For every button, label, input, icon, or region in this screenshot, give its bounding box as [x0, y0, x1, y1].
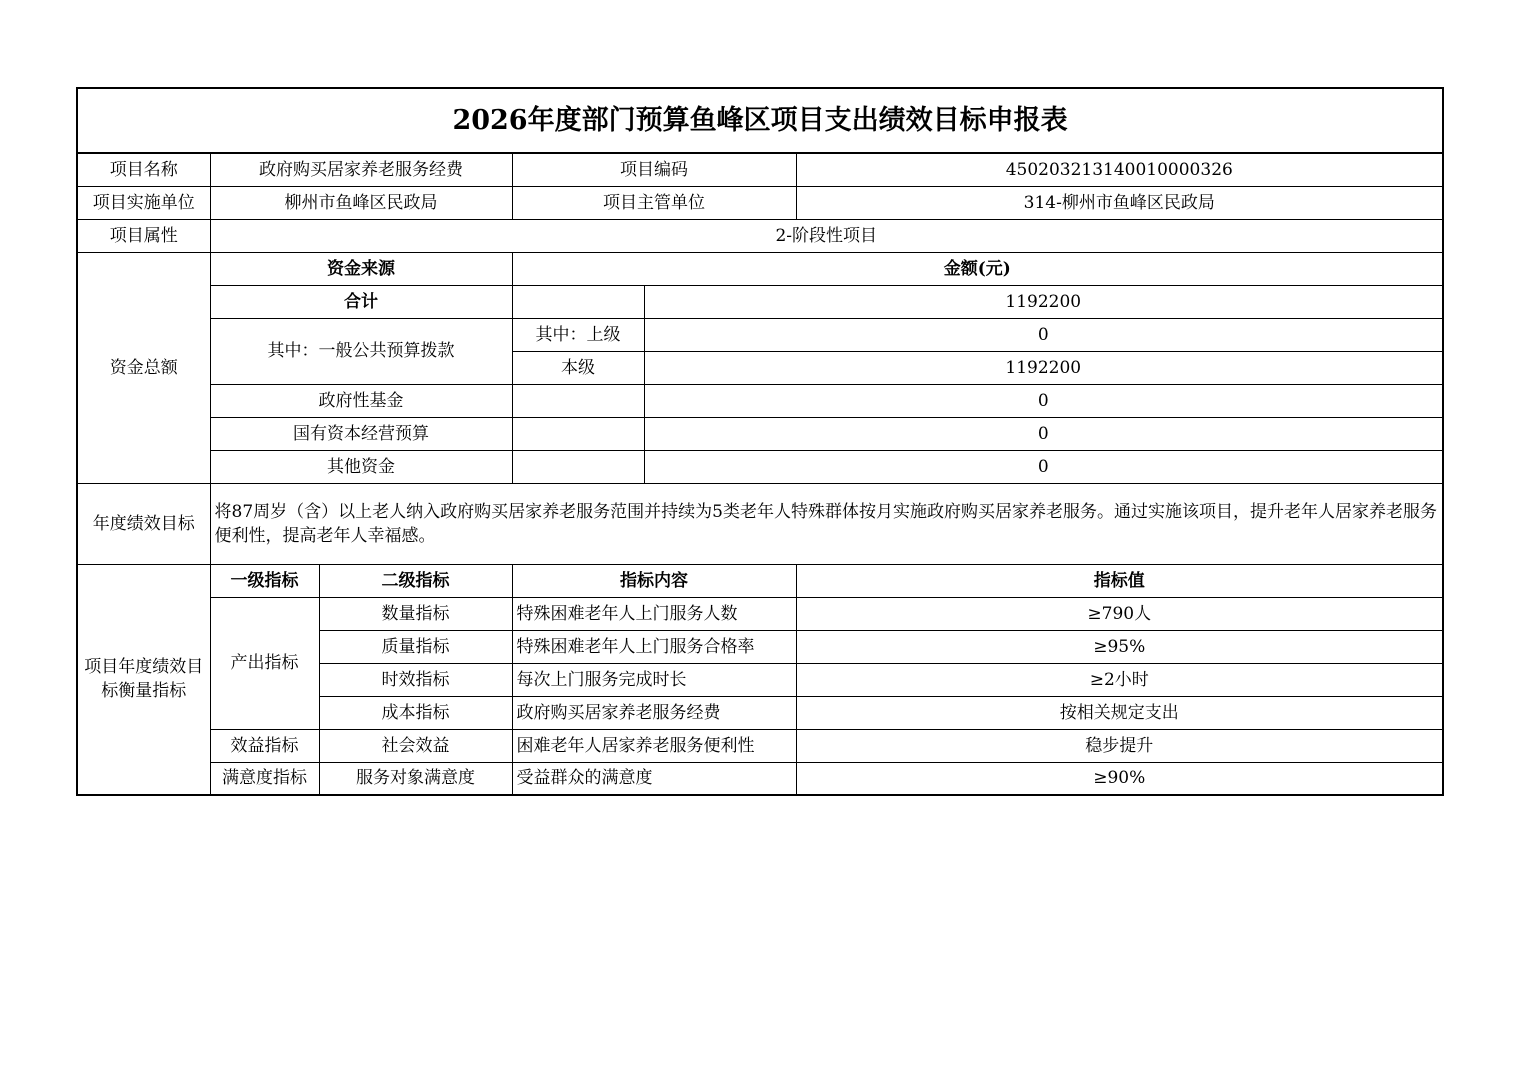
output-indicator-label: 产出指标	[210, 597, 319, 729]
gov-fund-label: 政府性基金	[210, 384, 512, 417]
indicator-level2: 时效指标	[319, 663, 512, 696]
other-funds-empty-cell	[512, 450, 644, 483]
project-code-label: 项目编码	[512, 153, 796, 186]
other-funds-value: 0	[644, 450, 1443, 483]
indicators-section-label: 项目年度绩效目标衡量指标	[77, 564, 210, 795]
value-header: 指标值	[796, 564, 1443, 597]
impl-unit-label: 项目实施单位	[77, 186, 210, 219]
indicator-value: ≥95%	[796, 630, 1443, 663]
amount-header: 金额(元)	[512, 252, 1443, 285]
state-capital-empty-cell	[512, 417, 644, 450]
local-level-label: 本级	[512, 351, 644, 384]
indicator-content: 特殊困难老年人上门服务合格率	[512, 630, 796, 663]
indicator-level2: 成本指标	[319, 696, 512, 729]
project-attr-label: 项目属性	[77, 219, 210, 252]
state-capital-label: 国有资本经营预算	[210, 417, 512, 450]
indicator-content: 受益群众的满意度	[512, 762, 796, 795]
state-capital-value: 0	[644, 417, 1443, 450]
benefit-indicator-label: 效益指标	[210, 729, 319, 762]
indicator-level2: 社会效益	[319, 729, 512, 762]
indicator-value: ≥90%	[796, 762, 1443, 795]
indicator-content: 政府购买居家养老服务经费	[512, 696, 796, 729]
indicator-level2: 质量指标	[319, 630, 512, 663]
upper-level-label: 其中：上级	[512, 318, 644, 351]
indicator-value: ≥2小时	[796, 663, 1443, 696]
level1-header: 一级指标	[210, 564, 319, 597]
other-funds-label: 其他资金	[210, 450, 512, 483]
gov-fund-value: 0	[644, 384, 1443, 417]
level2-header: 二级指标	[319, 564, 512, 597]
indicator-level2: 服务对象满意度	[319, 762, 512, 795]
indicator-content: 困难老年人居家养老服务便利性	[512, 729, 796, 762]
indicator-level2: 数量指标	[319, 597, 512, 630]
indicator-content: 每次上门服务完成时长	[512, 663, 796, 696]
mgr-unit-label: 项目主管单位	[512, 186, 796, 219]
indicator-value: 按相关规定支出	[796, 696, 1443, 729]
indicator-value: ≥790人	[796, 597, 1443, 630]
indicator-content: 特殊困难老年人上门服务人数	[512, 597, 796, 630]
annual-goal-label: 年度绩效目标	[77, 483, 210, 564]
project-attr-value: 2-阶段性项目	[210, 219, 1443, 252]
upper-level-value: 0	[644, 318, 1443, 351]
impl-unit-value: 柳州市鱼峰区民政局	[210, 186, 512, 219]
funds-total-label: 资金总额	[77, 252, 210, 483]
fund-source-header: 资金来源	[210, 252, 512, 285]
mgr-unit-value: 314-柳州市鱼峰区民政局	[796, 186, 1443, 219]
satisfaction-indicator-label: 满意度指标	[210, 762, 319, 795]
gov-fund-empty-cell	[512, 384, 644, 417]
local-level-value: 1192200	[644, 351, 1443, 384]
total-label: 合计	[210, 285, 512, 318]
project-name-label: 项目名称	[77, 153, 210, 186]
project-name-value: 政府购买居家养老服务经费	[210, 153, 512, 186]
page-title: 2026年度部门预算鱼峰区项目支出绩效目标申报表	[77, 88, 1443, 153]
project-code-value: 450203213140010000326	[796, 153, 1443, 186]
total-empty-cell	[512, 285, 644, 318]
annual-goal-text: 将87周岁（含）以上老人纳入政府购买居家养老服务范围并持续为5类老年人特殊群体按月实施政府购买居家养老服务。通过实施该项目，提升老年人居家养老服务便利性，提高老年人幸福感。	[210, 483, 1443, 564]
general-budget-label: 其中：一般公共预算拨款	[210, 318, 512, 384]
performance-target-table	[76, 87, 1444, 796]
indicator-value: 稳步提升	[796, 729, 1443, 762]
content-header: 指标内容	[512, 564, 796, 597]
total-value: 1192200	[644, 285, 1443, 318]
